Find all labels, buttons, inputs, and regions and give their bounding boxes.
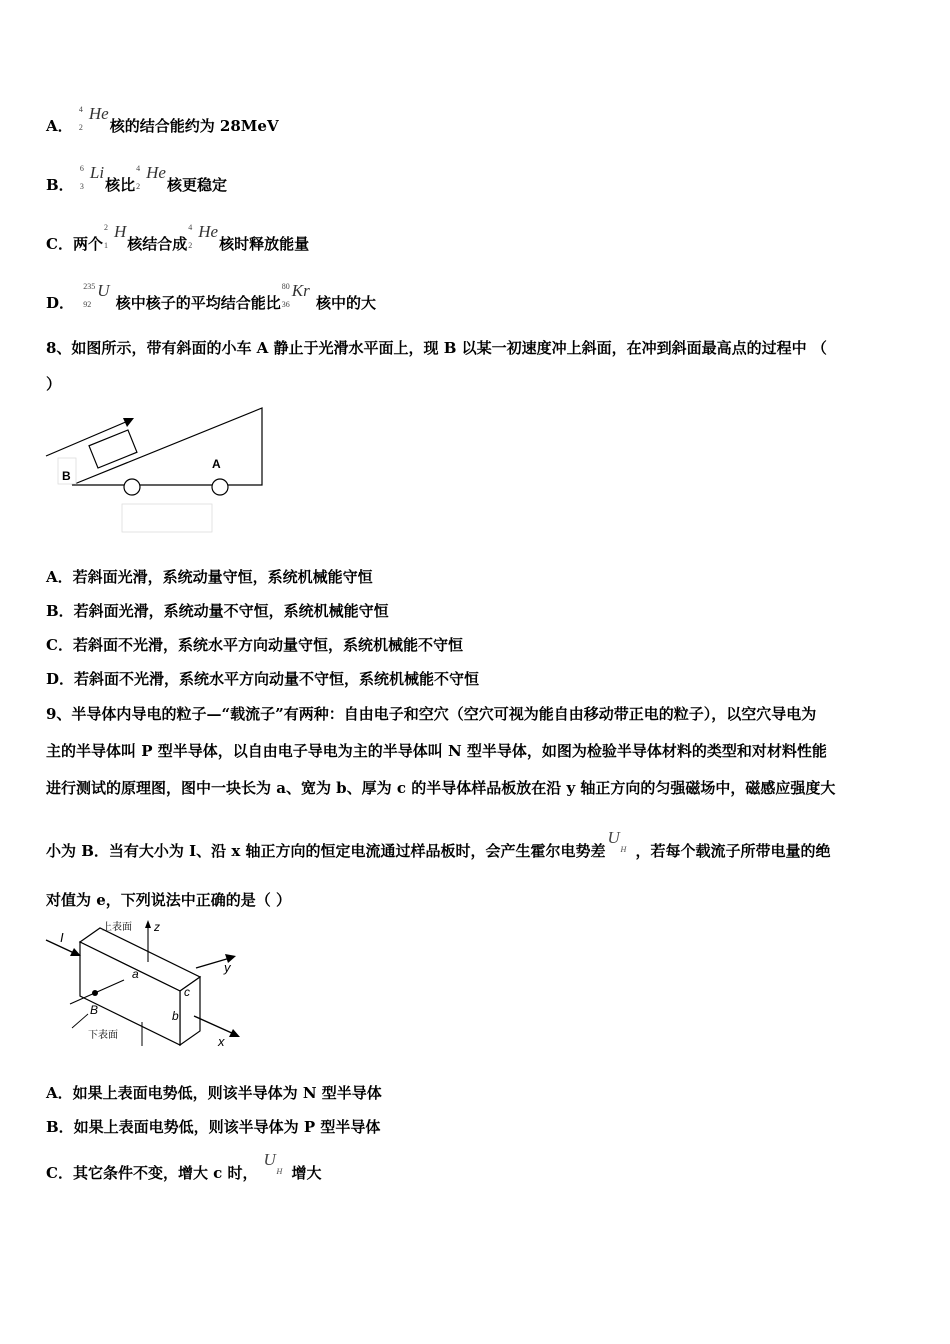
q9-line4-text: ，若每个载流子所带电量的绝	[635, 842, 831, 860]
label-z: z	[154, 920, 160, 934]
z-axis-head	[145, 920, 151, 928]
option-letter: D．	[46, 294, 75, 312]
q9-line4-text: 小为 B．当有大小为 I、沿 x 轴正方向的恒定电流通过样品板时，会产生霍尔电势差	[46, 842, 606, 860]
q9-line4	[46, 828, 831, 862]
option-letter: A．	[46, 117, 73, 135]
q7-option-a	[46, 104, 279, 140]
q9-line1: 9、半导体内导电的粒子—“载流子”有两种：自由电子和空穴（空穴可视为能自由移动带正电的粒子），以空穴导电为	[46, 705, 817, 723]
q9-line2: 主的半导体叫 P 型半导体，以自由电子导电为主的半导体叫 N 型半导体，如图为检验半导体材料的类型和对材料性能	[46, 742, 827, 760]
option-text: 核中的大	[315, 294, 376, 312]
block-b	[89, 430, 137, 468]
q9-option-b: B．如果上表面电势低，则该半导体为 P 型半导体	[46, 1118, 381, 1136]
hall-voltage-symbol: U H	[607, 828, 627, 854]
b-field-dot	[92, 990, 98, 996]
label-c: c	[184, 985, 190, 999]
label-a: A	[212, 457, 221, 471]
q9-line3: 进行测试的原理图，图中一块长为 a、宽为 b、厚为 c 的半导体样品板放在沿 y 轴正方向的匀强磁场中，磁感应强度大	[46, 779, 836, 797]
option-text: 核更稳定	[166, 176, 227, 194]
q9-hall-effect-figure	[44, 918, 254, 1053]
option-letter: B．	[46, 176, 74, 194]
q8-stem-line2: ）	[46, 375, 62, 393]
option-letter: C．	[46, 235, 73, 253]
hall-voltage-symbol: U H	[263, 1150, 283, 1176]
wheel-right	[212, 479, 228, 495]
label-current-i: I	[60, 930, 64, 945]
label-top-surface: 上表面	[102, 922, 132, 933]
figure-caption-box	[122, 504, 212, 532]
q9-option-c	[46, 1150, 322, 1184]
option-text: 两个	[72, 235, 103, 253]
option-text: 核的结合能约为 28MeV	[109, 117, 279, 135]
q7-option-b	[46, 163, 227, 199]
label-y: y	[224, 960, 231, 975]
q9-line5: 对值为 e，下列说法中正确的是（ ）	[46, 891, 291, 909]
q8-option-c: C．若斜面不光滑，系统水平方向动量守恒，系统机械能不守恒	[46, 636, 463, 654]
nuclide-li6: 6 3 Li	[79, 163, 105, 191]
nuclide-he4: 4 2 He	[188, 222, 219, 250]
label-a: a	[132, 967, 139, 981]
option-text: 核中核子的平均结合能比	[115, 294, 281, 312]
nuclide-he4: 4 2 He	[78, 104, 109, 132]
option-text: 核时释放能量	[219, 235, 310, 253]
q8-option-b: B．若斜面光滑，系统动量不守恒，系统机械能守恒	[46, 602, 389, 620]
option-text: 核结合成	[127, 235, 188, 253]
label-b: b	[172, 1009, 179, 1023]
bottom-surface-pointer	[72, 1014, 88, 1028]
q9-option-a: A．如果上表面电势低，则该半导体为 N 型半导体	[46, 1084, 382, 1102]
label-bottom-surface: 下表面	[88, 1030, 118, 1041]
q7-option-c	[46, 222, 310, 258]
wheel-left	[124, 479, 140, 495]
label-x: x	[218, 1034, 225, 1049]
label-b: B	[62, 469, 71, 483]
nuclide-kr80: 80 36 Kr	[281, 281, 310, 309]
nuclide-h2: 2 1 H	[103, 222, 127, 250]
q7-option-d	[46, 281, 376, 317]
q8-option-a: A．若斜面光滑，系统动量守恒，系统机械能守恒	[46, 568, 373, 586]
q8-stem-line1: 8、如图所示，带有斜面的小车 A 静止于光滑水平面上，现 B 以某一初速度冲上斜面，在冲到斜面最高点的过程中 （	[46, 339, 827, 357]
option-text: C．其它条件不变，增大 c 时，	[46, 1164, 258, 1182]
option-text: 核比	[105, 176, 136, 194]
nuclide-u235: 235 92 U	[83, 281, 110, 309]
label-magnetic-b: B	[90, 1003, 99, 1017]
option-text: 增大	[291, 1164, 322, 1182]
nuclide-he4: 4 2 He	[136, 163, 166, 191]
q8-option-d: D．若斜面不光滑，系统水平方向动量不守恒，系统机械能不守恒	[46, 670, 480, 688]
q8-cart-figure	[40, 400, 280, 540]
